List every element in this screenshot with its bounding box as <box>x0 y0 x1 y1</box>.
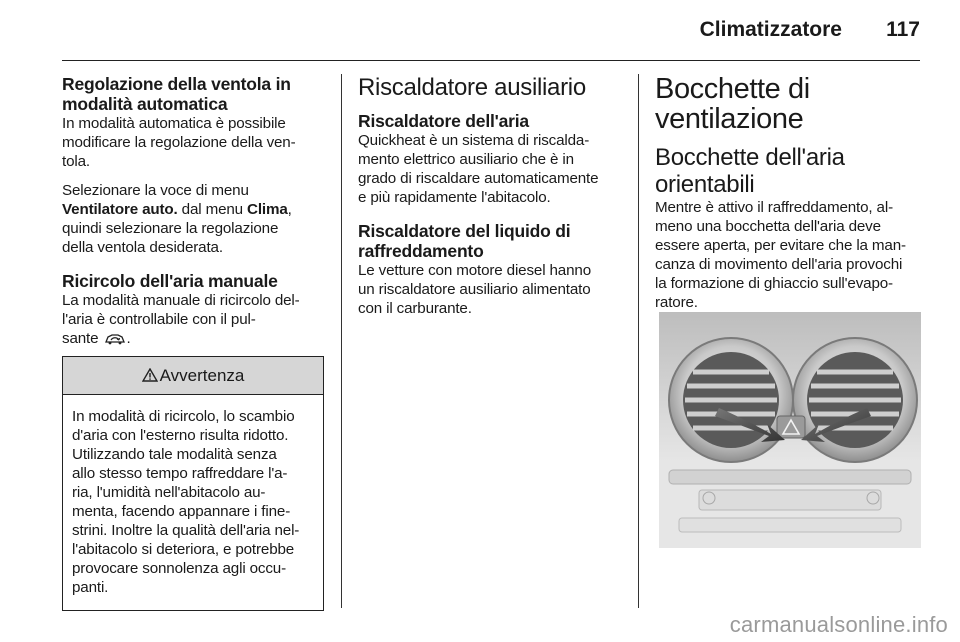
warning-box <box>62 356 324 611</box>
column-1 <box>62 74 324 611</box>
warning-header <box>63 357 323 395</box>
heading-auxiliary-heater: Riscaldatore ausiliario <box>358 74 586 101</box>
warning-text: In modalità di ricircolo, lo scambio d'aria con l'esterno risulta ridotto. Utilizzando tale modalità senza allo stesso tempo raffreddare l'a- ria, l'umidità nell'abitacolo au- menta, facendo appannare i fine- strini. Inoltre la qualità dell'aria nel- l'abitacolo si deteriora, e potrebbe provocare sonnolenza agli occu- panti. <box>72 408 300 596</box>
paragraph-coolant-heater: Le vetture con motore diesel hanno un riscaldatore ausiliario alimentato con il carburante. <box>358 262 591 317</box>
paragraph-recirculation: La modalità manuale di ricircolo del- l'aria è controllabile con il pul- sante . <box>62 291 324 350</box>
paragraph-vents: Mentre è attivo il raffreddamento, al- meno una bocchetta dell'aria deve essere aperta, per evitare che la man- canza di movimento dell'aria provochi la formazione di ghiaccio sull'evapo- ratore. <box>655 199 906 311</box>
paragraph-fan-menu: Selezionare la voce di menu Ventilatore auto. dal menu Clima, quindi selezionare la regolazione della ventola desiderata. <box>62 182 292 256</box>
heading-adjustable-vents: Bocchette dell'aria orientabili <box>655 144 845 198</box>
page-number: 117 <box>886 18 920 41</box>
column-divider-1 <box>341 74 342 608</box>
page-header <box>62 14 920 61</box>
recirculation-car-icon <box>104 331 126 350</box>
air-vents-illustration <box>659 312 921 548</box>
menu-clima: Clima <box>247 201 288 218</box>
column-2 <box>358 74 620 318</box>
warning-triangle-icon <box>142 357 158 394</box>
paragraph-fan-auto: In modalità automatica è possibile modificare la regolazione della ven- tola. <box>62 115 296 170</box>
warning-title: Avvertenza <box>159 366 245 385</box>
column-divider-2 <box>638 74 639 608</box>
chapter-title: Climatizzatore <box>699 18 842 41</box>
heading-manual-recirculation: Ricircolo dell'aria manuale <box>62 271 278 291</box>
paragraph-air-heater: Quickheat è un sistema di riscalda- mento elettrico ausiliario che è in grado di riscaldare automaticamente e più rapidamente l'abitacolo. <box>358 132 599 206</box>
heading-air-heater: Riscaldatore dell'aria <box>358 111 529 131</box>
menu-item-auto-fan: Ventilatore auto. <box>62 201 178 218</box>
heading-vents: Bocchette di ventilazione <box>655 73 810 135</box>
column-3 <box>655 74 923 312</box>
watermark: carmanualsonline.info <box>729 612 948 637</box>
heading-fan-auto: Regolazione della ventola in modalità automatica <box>62 74 291 114</box>
heading-coolant-heater: Riscaldatore del liquido di raffreddamento <box>358 221 571 261</box>
